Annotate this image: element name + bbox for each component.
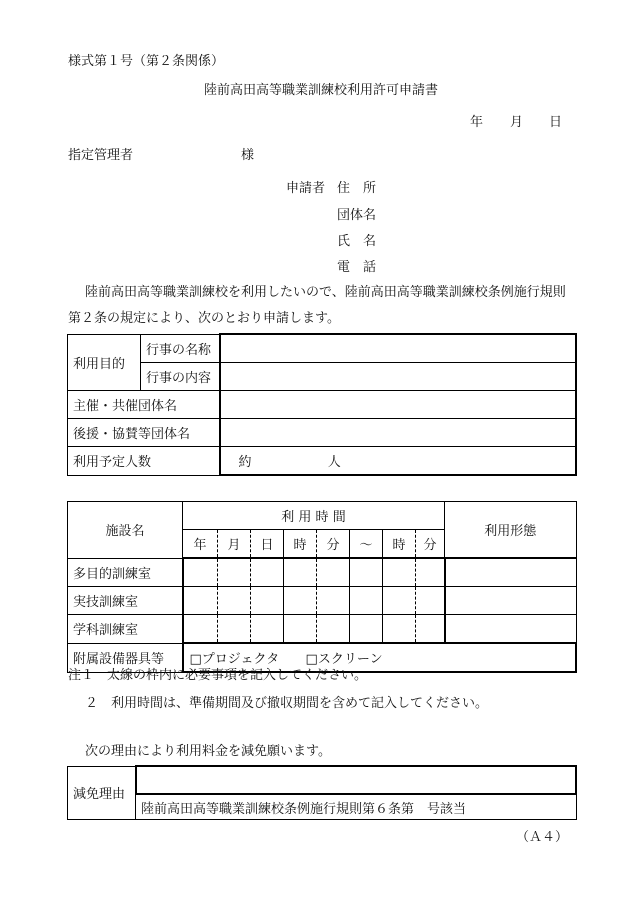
facility-header: 施設名 bbox=[68, 502, 183, 559]
room-classroom: 学科訓練室 bbox=[68, 615, 183, 644]
date-month: 月 bbox=[510, 115, 524, 130]
time-col-tilde: ～ bbox=[350, 530, 383, 559]
time-col-day: 日 bbox=[251, 530, 284, 559]
time-cell[interactable] bbox=[383, 615, 416, 644]
purpose-label: 利用目的 bbox=[68, 334, 141, 391]
applicant-address: 住 所 bbox=[337, 181, 377, 196]
date-day: 日 bbox=[549, 115, 563, 130]
supporter-field[interactable] bbox=[220, 419, 577, 447]
paper-size: （Ａ４） bbox=[516, 830, 569, 845]
time-col-hour: 時 bbox=[284, 530, 317, 559]
time-cell[interactable] bbox=[218, 587, 251, 615]
applicant-name: 氏 名 bbox=[337, 234, 377, 249]
time-cell[interactable] bbox=[317, 558, 350, 587]
intro-line-1: 陸前高田高等職業訓練校を利用したいので、陸前高田高等職業訓練校条例施行規則 bbox=[85, 285, 566, 300]
supporter-label: 後援・協賛等団体名 bbox=[68, 419, 220, 447]
time-col-year: 年 bbox=[183, 530, 218, 559]
time-col-hour-end: 時 bbox=[383, 530, 416, 559]
note-1: 注１ 太線の枠内に必要事項を記入してください。 bbox=[68, 668, 368, 683]
reduction-reason-label: 減免理由 bbox=[68, 766, 136, 820]
persons-label: 人 bbox=[327, 455, 341, 470]
room-multipurpose: 多目的訓練室 bbox=[68, 558, 183, 587]
applicant-phone: 電 話 bbox=[337, 260, 377, 275]
time-col-month: 月 bbox=[218, 530, 251, 559]
page-title: 陸前高田高等職業訓練校利用許可申請書 bbox=[204, 83, 439, 98]
expected-count-field[interactable] bbox=[220, 447, 577, 476]
time-cell[interactable] bbox=[284, 558, 317, 587]
facility-table bbox=[67, 501, 577, 673]
expected-count-label: 利用予定人数 bbox=[68, 447, 220, 476]
usage-form-header: 利用形態 bbox=[445, 502, 577, 559]
time-cell[interactable] bbox=[383, 558, 416, 587]
time-cell[interactable] bbox=[183, 587, 218, 615]
usage-form-cell[interactable] bbox=[445, 558, 577, 587]
time-cell[interactable] bbox=[284, 615, 317, 644]
reduction-table bbox=[67, 765, 577, 820]
room-practical: 実技訓練室 bbox=[68, 587, 183, 615]
projector-checkbox[interactable]: □プロジェクタ bbox=[189, 652, 280, 667]
time-cell[interactable] bbox=[350, 587, 383, 615]
usage-form-cell[interactable] bbox=[445, 587, 577, 615]
equipment-label: 附属設備器具等 bbox=[68, 643, 183, 672]
organizer-label: 主催・共催団体名 bbox=[68, 391, 220, 419]
time-cell[interactable] bbox=[218, 558, 251, 587]
rule-reference: 陸前高田高等職業訓練校条例施行規則第６条第 号該当 bbox=[136, 794, 577, 820]
time-cell[interactable] bbox=[251, 587, 284, 615]
time-col-minute-end: 分 bbox=[416, 530, 445, 559]
time-cell[interactable] bbox=[284, 587, 317, 615]
reduction-reason-field[interactable] bbox=[136, 766, 577, 794]
time-cell[interactable] bbox=[317, 615, 350, 644]
intro-line-2: 第２条の規定により、次のとおり申請します。 bbox=[68, 311, 340, 326]
time-cell[interactable] bbox=[251, 615, 284, 644]
event-name-label: 行事の名称 bbox=[141, 334, 220, 363]
reduction-request: 次の理由により利用料金を減免願います。 bbox=[85, 744, 331, 759]
applicant-group: 団体名 bbox=[337, 208, 377, 223]
event-name-field[interactable] bbox=[220, 334, 577, 363]
time-cell[interactable] bbox=[416, 615, 445, 644]
form-number: 様式第１号（第２条関係） bbox=[68, 54, 225, 69]
time-cell[interactable] bbox=[218, 615, 251, 644]
time-cell[interactable] bbox=[251, 558, 284, 587]
time-cell[interactable] bbox=[383, 587, 416, 615]
time-cell[interactable] bbox=[350, 558, 383, 587]
date-year: 年 bbox=[470, 115, 484, 130]
event-content-field[interactable] bbox=[220, 363, 577, 391]
approx-label: 約 bbox=[238, 455, 252, 470]
time-cell[interactable] bbox=[350, 615, 383, 644]
time-col-minute: 分 bbox=[317, 530, 350, 559]
usage-time-header: 利 用 時 間 bbox=[183, 502, 445, 530]
time-cell[interactable] bbox=[416, 587, 445, 615]
event-content-label: 行事の内容 bbox=[141, 363, 220, 391]
applicant-heading: 申請者 bbox=[286, 181, 326, 196]
time-cell[interactable] bbox=[183, 615, 218, 644]
time-cell[interactable] bbox=[317, 587, 350, 615]
time-cell[interactable] bbox=[416, 558, 445, 587]
organizer-field[interactable] bbox=[220, 391, 577, 419]
addressee-label: 指定管理者 bbox=[68, 148, 134, 163]
screen-checkbox[interactable]: □スクリーン bbox=[305, 652, 383, 667]
time-cell[interactable] bbox=[183, 558, 218, 587]
usage-info-table bbox=[67, 333, 577, 476]
addressee-honorific: 様 bbox=[241, 148, 255, 163]
usage-form-cell[interactable] bbox=[445, 615, 577, 644]
note-2: ２ 利用時間は、準備期間及び撤収期間を含めて記入してください。 bbox=[85, 696, 489, 711]
